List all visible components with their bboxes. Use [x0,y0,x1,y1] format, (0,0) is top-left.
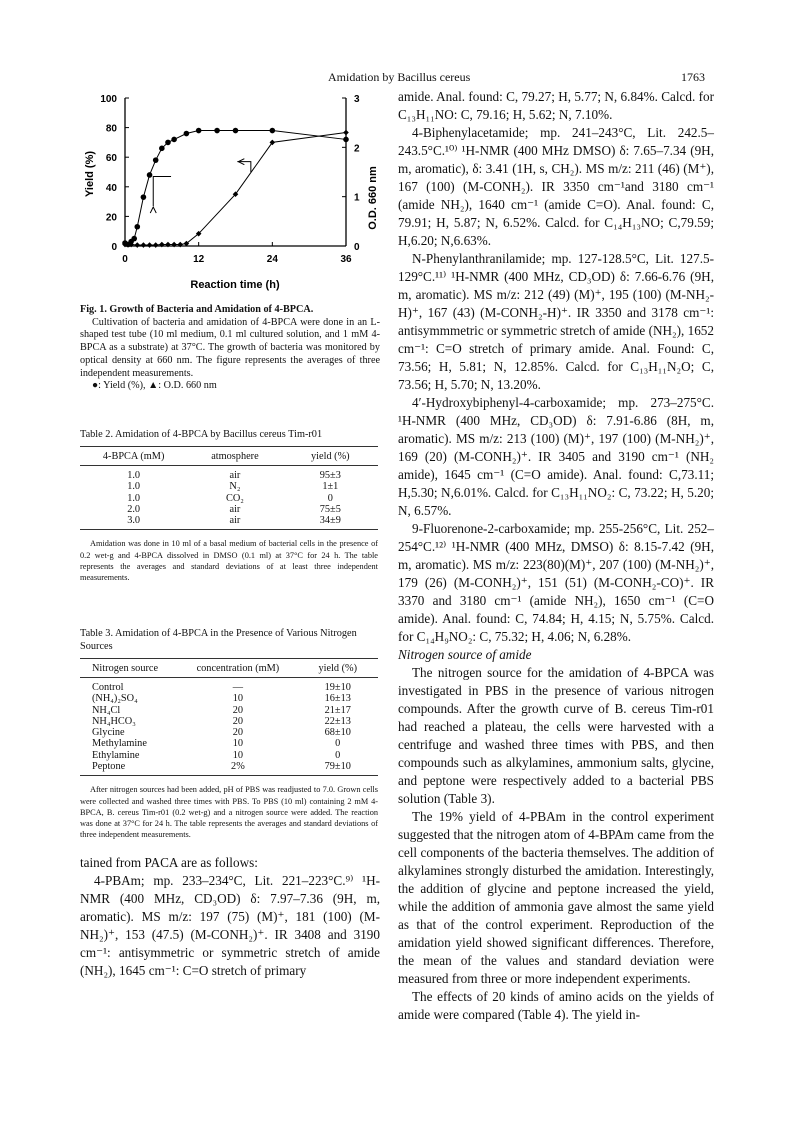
body-paragraph: 4-PBAm; mp. 233–234°C, Lit. 221–223°C.⁹⁾ ¹H-NMR (400 MHz, CD₃OD) δ: 7.97–7.36 (9H, m, aromatic). MS m/z: 197 (75) (M)⁺, 181 (100) (M-NH₂)⁺, 153 (47.5) (M-CONH₂)⁺. IR 3408 and 3190 cm⁻¹: antisymmetric or symmetric stretch of amide (NH₂), 1645 cm⁻¹: C=O stretch of primary [80,873,380,978]
table-cell: 34±9 [283,515,378,530]
yield-arrowhead [150,207,156,213]
table-cell: air [187,515,282,530]
table-cell: 2% [178,761,297,776]
table-2-header: atmosphere [187,447,282,466]
data-point [196,128,202,134]
right-column-text [398,88,714,1024]
data-point [184,131,190,137]
table-2-note-text: Amidation was done in 10 ml of a basal medium of bacterial cells in the presence of 0.2 wet-g and 4-BPCA dissolved in DMSO (0.1 ml) at 37°C for 24 h. The table represents the averages and standard deviations of at least three independent measurements. [80,539,378,583]
table-row [80,466,378,482]
table-cell: — [232,682,244,693]
table-2-grid [80,446,378,530]
y-left-tick-label: 40 [105,182,117,194]
table-cell: 19±10 [324,682,351,693]
figure-1-chart [80,88,380,300]
table-cell: 10 [232,738,244,750]
body-paragraph: The nitrogen source for the amidation of 4-BPCA was investigated in PBS in the presence of various nitrogen compounds. After the growth curve of B. cereus Tim-r01 had reached a plateau, the cells were harvested with a centrifuge and washed three times with PBS, and then compounds such as alkylamines, ammonium salts, glycine, and peptone were respectively added to a bacterial PBS solution (Table 3). [398,665,714,806]
table-3 [80,627,378,840]
table-row [80,750,378,761]
table-2-note [80,538,378,583]
table-cell: 3.0 [80,515,187,530]
table-cell: 1.0 [127,492,141,504]
x-tick-label: 24 [266,254,278,265]
x-tick-label: 36 [340,254,352,265]
data-point [165,140,171,146]
table-row [80,515,378,530]
data-point [343,137,349,143]
data-point [147,172,153,178]
data-point [171,137,177,143]
table-cell: 0 [327,492,333,504]
table-row [80,738,378,749]
table-row [80,727,378,738]
table-cell: N₂ [229,481,241,493]
body-paragraph: N-Phenylanthranilamide; mp. 127-128.5°C, Lit. 127.5-129°C.¹¹⁾ ¹H-NMR (400 MHz, CD₃OD) δ: 7.66-6.76 (9H, m, aromatic). MS m/z: 212 (49) (M)⁺, 195 (100) (M-NH₂-H)⁺, 167 (43) (M-CONH₂-H)⁺. IR 3350 and 3178 cm⁻¹: antisymmmetric or symmetric stretch of amide (NH₂), 1652 cm⁻¹: C=O stretch of primary amide. Anal. Found: C, 73.56; H, 5.81; N, 12.85%. Calcd. for C₁₃H₁₁N₂O; C, 73.56; H, 5.70; N, 13.20%. [398,251,714,392]
caption-title: Fig. 1. Growth of Bacteria and Amidation of 4-BPCA. [80,304,314,315]
table-cell: 20 [232,727,244,739]
table-cell: Glycine [92,727,125,739]
table-cell: 75±5 [319,503,341,515]
body-paragraph: tained from PACA are as follows: [80,855,258,870]
table-cell: Control [92,682,124,693]
y-right-tick-label: 1 [354,192,360,204]
y-axis-left-label: Yield (%) [84,150,96,198]
yield-arrow [153,176,171,206]
table-cell: 1±1 [322,481,339,493]
data-point [153,242,159,248]
data-point [159,146,165,152]
table-cell: 79±10 [298,761,378,776]
table-row [80,693,378,704]
y-left-tick-label: 100 [100,94,117,105]
body-paragraph: The effects of 20 kinds of amino acids on the yields of amide were compared (Table 4). The yield in- [398,989,714,1022]
table-2-header: 4-BPCA (mM) [80,447,187,466]
table-2-title: Table 2. Amidation of 4-BPCA by Bacillus cereus Tim-r01 [80,429,323,440]
table-cell: Peptone [80,761,178,776]
table-cell: NH₄Cl [92,704,121,716]
table-cell: 1.0 [127,470,141,481]
y-left-tick-label: 80 [105,123,117,135]
od-arrow [237,162,251,172]
table-2-header: yield (%) [283,447,378,466]
table-3-title: Table 3. Amidation of 4-BPCA in the Presence of Various Nitrogen Sources [80,628,357,652]
table-3-header: yield (%) [298,659,378,678]
page-number: 1763 [681,70,705,84]
data-point [141,242,147,248]
table-cell: 68±10 [324,727,351,739]
data-point [343,130,349,136]
table-row [80,705,378,716]
x-tick-label: 12 [193,254,205,265]
table-row [80,678,378,694]
chart-ticks [100,94,360,265]
chart-series [122,128,349,248]
table-cell: air [229,503,241,515]
data-point [147,242,153,248]
table-cell: 0 [335,749,341,761]
body-paragraph: The 19% yield of 4-PBAm in the control experiment suggested that the nitrogen atom of 4-BPAm came from the cell components of the bacteria themselves. The addition of alkylamines strongly disturbed the amidation. Interestingly, the addition of glycine and peptone increased the yield, while the addition of ammonia gave almost the same yield as that of the control experiment. Reproduction of the amidation yield showed significant differences. Therefore, the mean of the values and standard deviation were measured from three or more independent experiments. [398,809,714,986]
body-paragraph: 4-Biphenylacetamide; mp. 241–243°C, Lit. 242.5–243.5°C.¹⁰⁾ ¹H-NMR (400 MHz DMSO) δ: 7.65–7.34 (9H, m, aromatic), δ: 3.41 (1H, s, CH₂). MS m/z: 211 (46) (M⁺), 167 (100) (M-CONH₂). IR 3350 cm⁻¹and 3180 cm⁻¹ (amide NH₂), 1640 cm⁻¹ (amide C=O). Anal. found: C, 79.91; H, 5.87; N, 6.52%. Calcd. for C₁₄H₁₃NO; C,79.59; H,6.20; N,6.63%. [398,125,714,248]
table-row [80,493,378,504]
y-axis-right-label: O.D. 660 nm [367,166,379,230]
table-cell: 0 [335,738,341,750]
table-2 [80,428,378,583]
running-header [0,70,793,86]
y-left-tick-label: 60 [105,153,117,165]
table-cell: CO₂ [225,492,244,504]
left-column-text [80,854,380,980]
table-cell: 16±13 [324,693,351,705]
table-cell: 1.0 [127,481,141,493]
table-cell: 20 [232,704,244,716]
y-right-tick-label: 0 [354,242,360,253]
data-point [153,157,159,163]
section-heading: Nitrogen source of amide [398,647,532,662]
table-row [80,716,378,727]
series-line [125,133,346,245]
table-row [80,481,378,492]
chart-annotations [150,159,251,213]
table-cell: 95±3 [319,470,341,481]
y-right-tick-label: 2 [354,143,360,155]
x-axis-label: Reaction time (h) [190,279,280,291]
caption-body: Cultivation of bacteria and amidation of 4-BPCA were done in an L-shaped test tube (10 ml medium, 0.1 ml cultured solution, and 1 mM 4-BPCA as a substrate) at 37°C. The growth of bacteria was monitored by optical density at 660 nm. The figure represents the averages of three independent measurements. [80,316,380,379]
data-point [233,128,239,134]
table-3-note-text: After nitrogen sources had been added, pH of PBS was readjusted to 7.0. Grown cells were collected and washed three times with PBS. To PBS (10 ml) containing 2 mM 4-BPCA, B. cereus Tim-r01 (0.2 wet-g) and a nitrogen source were added. The reaction was done at 37°C for 24 h. The table represents the averages and standard deviations of three independent measurements. [80,785,378,840]
x-tick-label: 0 [122,254,128,265]
body-paragraph: amide. Anal. found: C, 79.27; H, 5.77; N, 6.84%. Calcd. for C₁₃H₁₁NO: C, 79.16; H, 5.62; N, 7.10%. [398,89,714,122]
table-row [80,761,378,776]
table-row [80,504,378,515]
data-point [131,236,137,242]
y-left-tick-label: 20 [105,212,117,224]
table-cell: 10 [232,693,244,705]
series-line [125,131,346,245]
body-paragraph: 9-Fluorenone-2-carboxamide; mp. 255-256°C, Lit. 252–254°C.¹²⁾ ¹H-NMR (400 MHz, DMSO) δ: 8.15-7.42 (9H, m, aromatic). MS m/z: 223(80)(M)⁺, 207 (100) (M-NH₂)⁺, 179 (26) (M-CONH₂)⁺, 151 (51) (M-CONH₂-CO)⁺. IR 3370 and 3180 cm⁻¹ (amide NH₂), 1650 cm⁻¹ (C=O amide). Anal. found: C, 74.84; H, 4.15; N, 5.75%. Calcd. for C₁₄H₉NO₂: C, 75.32; H, 4.06; N, 6.28%. [398,521,714,644]
y-right-tick-label: 3 [354,94,360,105]
table-cell: 20 [232,715,244,727]
figure-caption [80,304,380,393]
table-cell: Ethylamine [92,749,140,761]
caption-legend: ●: Yield (%), ▲: O.D. 660 nm [92,380,217,392]
table-3-grid [80,658,378,776]
data-point [134,224,140,230]
y-left-tick-label: 0 [111,242,117,253]
table-cell: Methylamine [92,738,147,750]
table-3-header: concentration (mM) [178,659,297,678]
table-cell: 22±13 [324,715,351,727]
table-3-header: Nitrogen source [80,659,178,678]
data-point [134,242,140,248]
table-3-note [80,784,378,840]
table-cell: (NH₄)₂SO₄ [92,693,138,705]
table-cell: air [229,470,241,481]
running-title: Amidation by Bacillus cereus [328,70,471,84]
data-point [214,128,220,134]
table-cell: 2.0 [127,503,141,515]
table-cell: NH₄HCO₃ [92,715,136,727]
table-cell: 21±17 [324,704,351,716]
table-cell: 10 [232,749,244,761]
body-paragraph: 4′-Hydroxybiphenyl-4-carboxamide; mp. 273–275°C. ¹H-NMR (400 MHz, CD₃OD) δ: 7.91-6.86 (8H, m, aromatic). MS m/z: 213 (100) (M)⁺, 197 (100) (M-NH₂)⁺, 169 (20) (M-CONH₂)⁺. IR 3405 and 3190 cm⁻¹ (NH₂ amide), 1645 cm⁻¹ (C=O amide). Anal. found: C,73.11; H,5.30; N,6.01%. Calcd. for C₁₃H₁₁NO₂: C, 73.22; H, 5.20; N, 6.57%. [398,395,714,518]
chart-axes [125,98,346,246]
data-point [270,128,276,134]
data-point [141,194,147,200]
